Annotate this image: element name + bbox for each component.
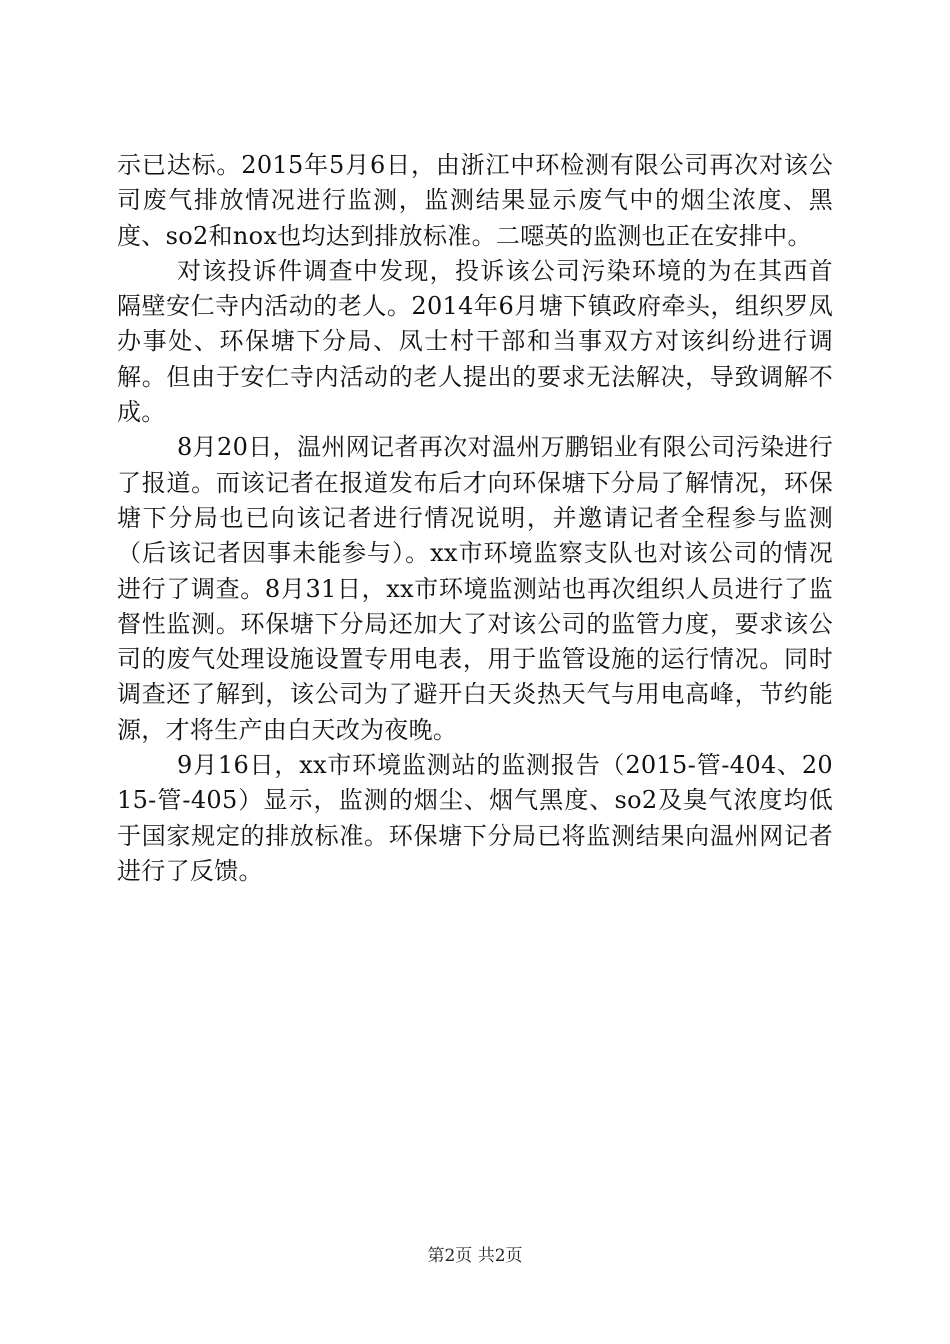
- page-footer: 第2页 共2页: [427, 1246, 523, 1266]
- document-body: [117, 148, 833, 889]
- paragraph-reporter-followup: 8月20日，温州网记者再次对温州万鹏铝业有限公司污染进行了报道。而该记者在报道发布后才向环保塘下分局了解情况，环保塘下分局也已向该记者进行情况说明，并邀请记者全程参与监测（后该记者因事未能参与）。xx市环境监察支队也对该公司的情况进行了调查。8月31日，xx市环境监测站也再次组织人员进行了监督性监测。环保塘下分局还加大了对该公司的监管力度，要求该公司的废气处理设施设置专用电表，用于监管设施的运行情况。同时调查还了解到，该公司为了避开白天炎热天气与用电高峰，节约能源，才将生产由白天改为夜晚。: [117, 433, 833, 744]
- paragraph-complaint-investigation: 对该投诉件调查中发现，投诉该公司污染环境的为在其西首隔壁安仁寺内活动的老人。2014年6月塘下镇政府牵头，组织罗凤办事处、环保塘下分局、凤士村干部和当事双方对该纠纷进行调解。但由于安仁寺内活动的老人提出的要求无法解决，导致调解不成。: [117, 256, 833, 427]
- paragraph-continuation: 示已达标。2015年5月6日，由浙江中环检测有限公司再次对该公司废气排放情况进行监测，监测结果显示废气中的烟尘浓度、黑度、so2和nox也均达到排放标准。二噁英的监测也正在安排中。: [117, 151, 833, 250]
- paragraph-monitoring-report: 9月16日，xx市环境监测站的监测报告（2015-管-404、2015-管-405）显示，监测的烟尘、烟气黑度、so2及臭气浓度均低于国家规定的排放标准。环保塘下分局已将监测结果向温州网记者进行了反馈。: [117, 751, 833, 885]
